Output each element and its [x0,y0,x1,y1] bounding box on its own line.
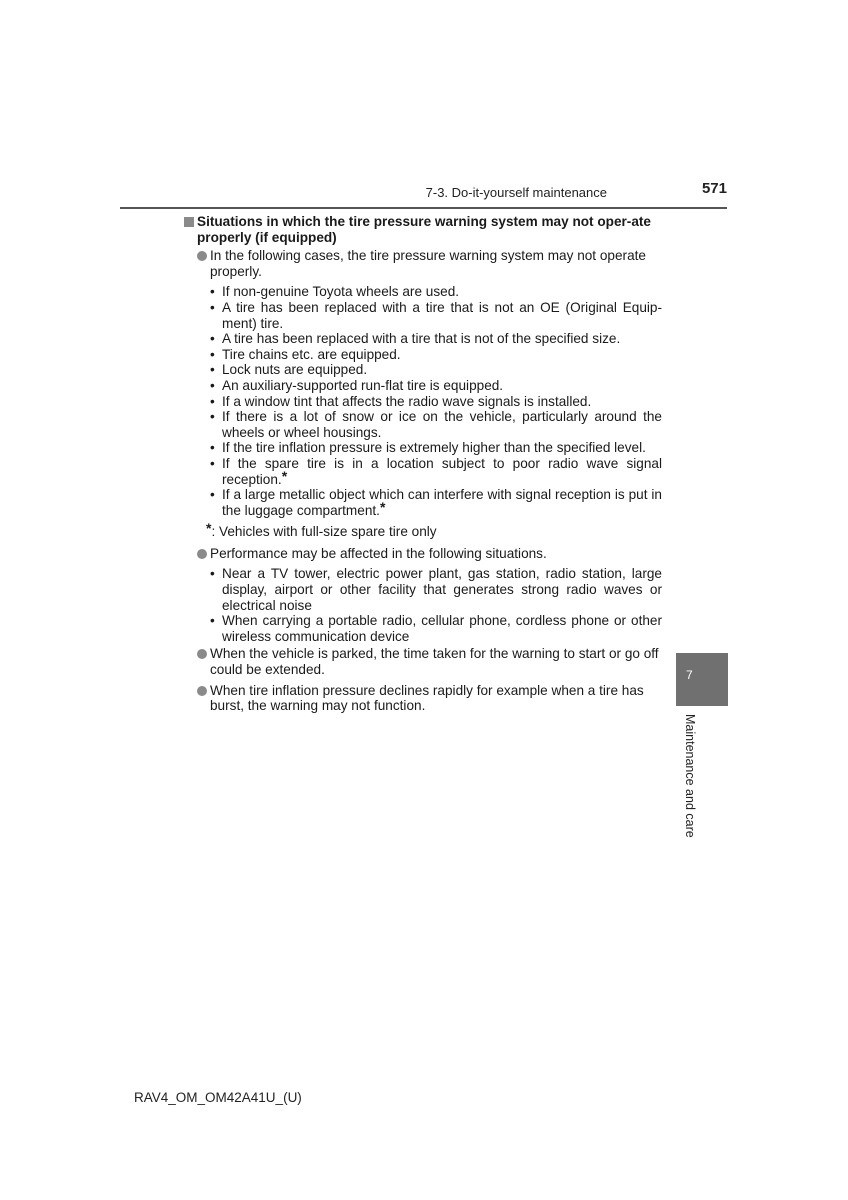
list-item: • A tire has been replaced with a tire that is not an OE (Original Equip-ment) tire. [210,299,662,331]
paragraph-burst [184,683,662,714]
square-bullet-icon [184,217,194,227]
section-heading [184,214,662,245]
paragraph-text: Performance may be affected in the following situations. [210,545,547,561]
list-item: • Lock nuts are equipped. [210,362,368,378]
chapter-number: 7 [686,668,693,682]
list-item: • When carrying a portable radio, cellular phone, cordless phone or other wireless communication device [210,613,662,644]
list-item: • If a large metallic object which can interfere with signal reception is put in the luggage compartment.* [210,487,662,518]
list-item: • An auxiliary-supported run-flat tire is equipped. [210,377,504,393]
list-item: • Near a TV tower, electric power plant, gas station, radio station, large display, airport or other facility that generates strong radio waves or electrical noise [210,566,662,613]
section-title: 7-3. Do-it-yourself maintenance [425,185,607,200]
paragraph-text: When the vehicle is parked, the time taken for the warning to start or go off could be extended. [210,646,659,678]
asterisk-mark: * [379,498,386,515]
paragraph-text: In the following cases, the tire pressure warning system may not operate properly. [210,248,646,279]
list-item: • If the tire inflation pressure is extremely higher than the specified level. [210,440,646,456]
list-item: • If non-genuine Toyota wheels are used. [210,284,460,300]
main-content [184,214,662,714]
footer-code: RAV4_OM_OM42A41U_(U) [134,1090,302,1105]
footnote [184,520,662,540]
paragraph-performance [184,546,662,562]
circle-bullet-icon [197,649,207,659]
circle-bullet-icon [197,549,207,559]
situations-list [184,566,662,644]
asterisk-mark: * [281,467,288,484]
footnote-text: : Vehicles with full-size spare tire only [211,524,437,540]
chapter-label: Maintenance and care [683,714,697,838]
list-item: • If a window tint that affects the radio wave signals is installed. [210,393,592,409]
circle-bullet-icon [197,686,207,696]
heading-text: Situations in which the tire pressure warning system may not oper-ate properly (if equipped) [197,214,651,245]
paragraph-cases [184,248,662,279]
page-header [120,181,727,209]
circle-bullet-icon [197,251,207,261]
list-item: • If the spare tire is in a location subject to poor radio wave signal reception.* [210,455,662,487]
footnote-mark: * [206,520,212,537]
list-item: • If there is a lot of snow or ice on the vehicle, particularly around the wheels or wheel housings. [210,409,662,440]
list-item: • Tire chains etc. are equipped. [210,346,401,362]
chapter-tab [676,653,728,706]
page-number: 571 [701,180,727,197]
cases-list [184,284,662,518]
paragraph-parked [184,646,662,677]
paragraph-text: When tire inflation pressure declines rapidly for example when a tire has burst, the warning may not function. [210,682,644,714]
list-item: • A tire has been replaced with a tire that is not of the specified size. [210,331,621,347]
